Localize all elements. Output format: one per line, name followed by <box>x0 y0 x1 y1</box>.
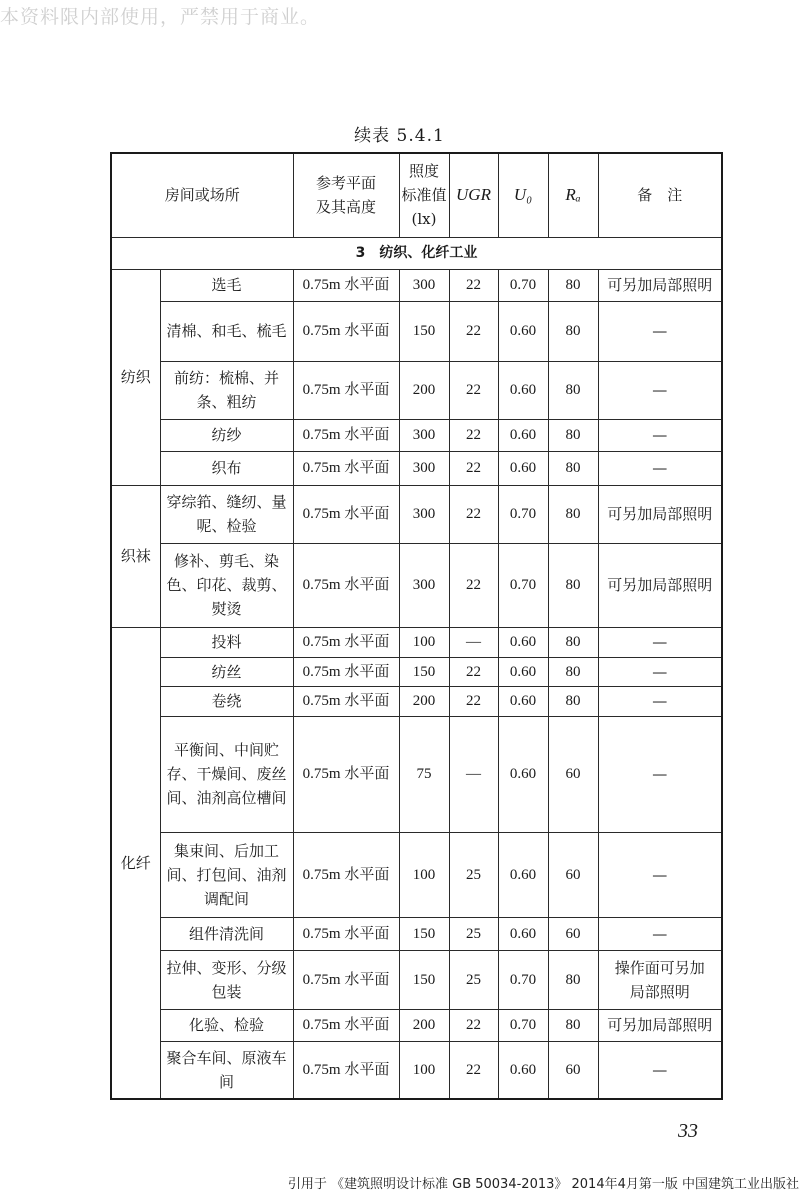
row-plane: 0.75m 水平面 <box>293 419 399 451</box>
row-ugr: — <box>449 627 498 657</box>
row-note: — <box>598 361 722 419</box>
row-note: — <box>598 832 722 917</box>
row-ra: 80 <box>548 269 598 301</box>
row-note: 可另加局部照明 <box>598 485 722 543</box>
row-lux: 150 <box>399 917 449 950</box>
row-plane: 0.75m 水平面 <box>293 950 399 1009</box>
row-name: 化验、检验 <box>160 1009 293 1041</box>
row-u0: 0.60 <box>498 832 548 917</box>
row-lux: 100 <box>399 832 449 917</box>
row-name: 拉伸、变形、分级包装 <box>160 950 293 1009</box>
row-name: 聚合车间、原液车间 <box>160 1041 293 1099</box>
row-lux: 200 <box>399 686 449 716</box>
table-row <box>111 716 722 832</box>
row-ra: 80 <box>548 419 598 451</box>
row-note: 操作面可另加局部照明 <box>598 950 722 1009</box>
group-label: 化纤 <box>111 627 160 1099</box>
row-plane: 0.75m 水平面 <box>293 716 399 832</box>
table-row <box>111 451 722 485</box>
row-ugr: 22 <box>449 657 498 686</box>
table-row <box>111 832 722 917</box>
row-ugr: 22 <box>449 1041 498 1099</box>
row-u0: 0.70 <box>498 543 548 627</box>
row-lux: 100 <box>399 1041 449 1099</box>
row-lux: 300 <box>399 419 449 451</box>
row-ugr: 22 <box>449 485 498 543</box>
illuminance-table <box>110 152 723 1100</box>
row-plane: 0.75m 水平面 <box>293 657 399 686</box>
row-lux: 100 <box>399 627 449 657</box>
table-row <box>111 543 722 627</box>
row-name: 投料 <box>160 627 293 657</box>
row-name: 选毛 <box>160 269 293 301</box>
header-row <box>111 153 722 237</box>
row-u0: 0.60 <box>498 917 548 950</box>
row-u0: 0.70 <box>498 269 548 301</box>
row-ugr: 25 <box>449 950 498 1009</box>
row-ra: 60 <box>548 832 598 917</box>
row-plane: 0.75m 水平面 <box>293 451 399 485</box>
table-row <box>111 419 722 451</box>
row-lux: 200 <box>399 361 449 419</box>
row-plane: 0.75m 水平面 <box>293 1009 399 1041</box>
row-ugr: 25 <box>449 832 498 917</box>
row-note: — <box>598 657 722 686</box>
row-ra: 80 <box>548 451 598 485</box>
table-row <box>111 917 722 950</box>
row-name: 组件清洗间 <box>160 917 293 950</box>
row-lux: 200 <box>399 1009 449 1041</box>
page-number: 33 <box>678 1120 698 1142</box>
row-name: 织布 <box>160 451 293 485</box>
table-row <box>111 686 722 716</box>
row-u0: 0.60 <box>498 361 548 419</box>
header-ra: Rₐ <box>548 153 598 237</box>
row-note: — <box>598 419 722 451</box>
table-row <box>111 627 722 657</box>
source-footer: 引用于 《建筑照明设计标准 GB 50034-2013》 2014年4月第一版 中国建筑工业出版社 <box>287 1177 799 1192</box>
section-title: 3 纺织、化纤工业 <box>111 237 722 269</box>
row-lux: 75 <box>399 716 449 832</box>
table-row <box>111 950 722 1009</box>
row-plane: 0.75m 水平面 <box>293 832 399 917</box>
row-lux: 300 <box>399 485 449 543</box>
table-row <box>111 361 722 419</box>
row-ra: 80 <box>548 950 598 1009</box>
row-u0: 0.60 <box>498 627 548 657</box>
watermark: 本资料限内部使用，严禁用于商业。 <box>0 6 321 28</box>
header-plane: 参考平面 及其高度 <box>293 153 399 237</box>
row-note: — <box>598 451 722 485</box>
row-name: 平衡间、中间贮存、干燥间、废丝间、油剂高位槽间 <box>160 716 293 832</box>
header-note: 备 注 <box>598 153 722 237</box>
group-label: 织袜 <box>111 485 160 627</box>
row-lux: 300 <box>399 269 449 301</box>
row-plane: 0.75m 水平面 <box>293 361 399 419</box>
row-lux: 150 <box>399 301 449 361</box>
row-ugr: 22 <box>449 686 498 716</box>
row-name: 纺纱 <box>160 419 293 451</box>
row-ugr: 25 <box>449 917 498 950</box>
row-lux: 150 <box>399 657 449 686</box>
row-note: 可另加局部照明 <box>598 543 722 627</box>
row-name: 修补、剪毛、染色、印花、裁剪、熨烫 <box>160 543 293 627</box>
row-ra: 80 <box>548 686 598 716</box>
row-ugr: 22 <box>449 419 498 451</box>
row-ra: 80 <box>548 485 598 543</box>
row-plane: 0.75m 水平面 <box>293 301 399 361</box>
row-plane: 0.75m 水平面 <box>293 917 399 950</box>
row-plane: 0.75m 水平面 <box>293 543 399 627</box>
row-note: — <box>598 716 722 832</box>
row-ra: 80 <box>548 543 598 627</box>
row-name: 清棉、和毛、梳毛 <box>160 301 293 361</box>
table-row <box>111 1041 722 1099</box>
row-u0: 0.60 <box>498 301 548 361</box>
row-plane: 0.75m 水平面 <box>293 269 399 301</box>
row-ugr: 22 <box>449 451 498 485</box>
row-note: — <box>598 686 722 716</box>
table-row <box>111 485 722 543</box>
row-plane: 0.75m 水平面 <box>293 1041 399 1099</box>
row-ugr: 22 <box>449 1009 498 1041</box>
row-ugr: 22 <box>449 361 498 419</box>
row-note: — <box>598 1041 722 1099</box>
row-lux: 300 <box>399 451 449 485</box>
row-lux: 300 <box>399 543 449 627</box>
row-u0: 0.60 <box>498 716 548 832</box>
row-note: — <box>598 301 722 361</box>
row-ra: 80 <box>548 1009 598 1041</box>
row-ra: 60 <box>548 917 598 950</box>
row-ugr: 22 <box>449 301 498 361</box>
header-lux: 照度 标准值 (lx) <box>399 153 449 237</box>
row-ra: 60 <box>548 1041 598 1099</box>
table-row <box>111 301 722 361</box>
group-label: 纺织 <box>111 269 160 485</box>
row-u0: 0.70 <box>498 1009 548 1041</box>
row-u0: 0.70 <box>498 950 548 1009</box>
row-lux: 150 <box>399 950 449 1009</box>
row-note: — <box>598 627 722 657</box>
row-ra: 60 <box>548 716 598 832</box>
table-row <box>111 1009 722 1041</box>
row-ugr: 22 <box>449 543 498 627</box>
row-plane: 0.75m 水平面 <box>293 627 399 657</box>
row-note: 可另加局部照明 <box>598 269 722 301</box>
row-ra: 80 <box>548 361 598 419</box>
row-ugr: 22 <box>449 269 498 301</box>
row-ra: 80 <box>548 627 598 657</box>
row-name: 卷绕 <box>160 686 293 716</box>
row-ugr: — <box>449 716 498 832</box>
row-name: 纺丝 <box>160 657 293 686</box>
header-u0: U₀ <box>498 153 548 237</box>
row-ra: 80 <box>548 657 598 686</box>
row-ra: 80 <box>548 301 598 361</box>
table-row <box>111 269 722 301</box>
table-caption: 续表 5.4.1 <box>354 126 445 146</box>
header-place: 房间或场所 <box>111 153 293 237</box>
table-row <box>111 657 722 686</box>
row-u0: 0.60 <box>498 419 548 451</box>
row-u0: 0.60 <box>498 686 548 716</box>
row-plane: 0.75m 水平面 <box>293 485 399 543</box>
row-name: 前纺：梳棉、并条、粗纺 <box>160 361 293 419</box>
row-u0: 0.60 <box>498 1041 548 1099</box>
row-u0: 0.60 <box>498 451 548 485</box>
row-u0: 0.60 <box>498 657 548 686</box>
row-plane: 0.75m 水平面 <box>293 686 399 716</box>
row-note: 可另加局部照明 <box>598 1009 722 1041</box>
row-u0: 0.70 <box>498 485 548 543</box>
row-name: 集束间、后加工间、打包间、油剂调配间 <box>160 832 293 917</box>
row-name: 穿综筘、缝纫、量呢、检验 <box>160 485 293 543</box>
header-ugr: UGR <box>449 153 498 237</box>
row-note: — <box>598 917 722 950</box>
section-row <box>111 237 722 269</box>
